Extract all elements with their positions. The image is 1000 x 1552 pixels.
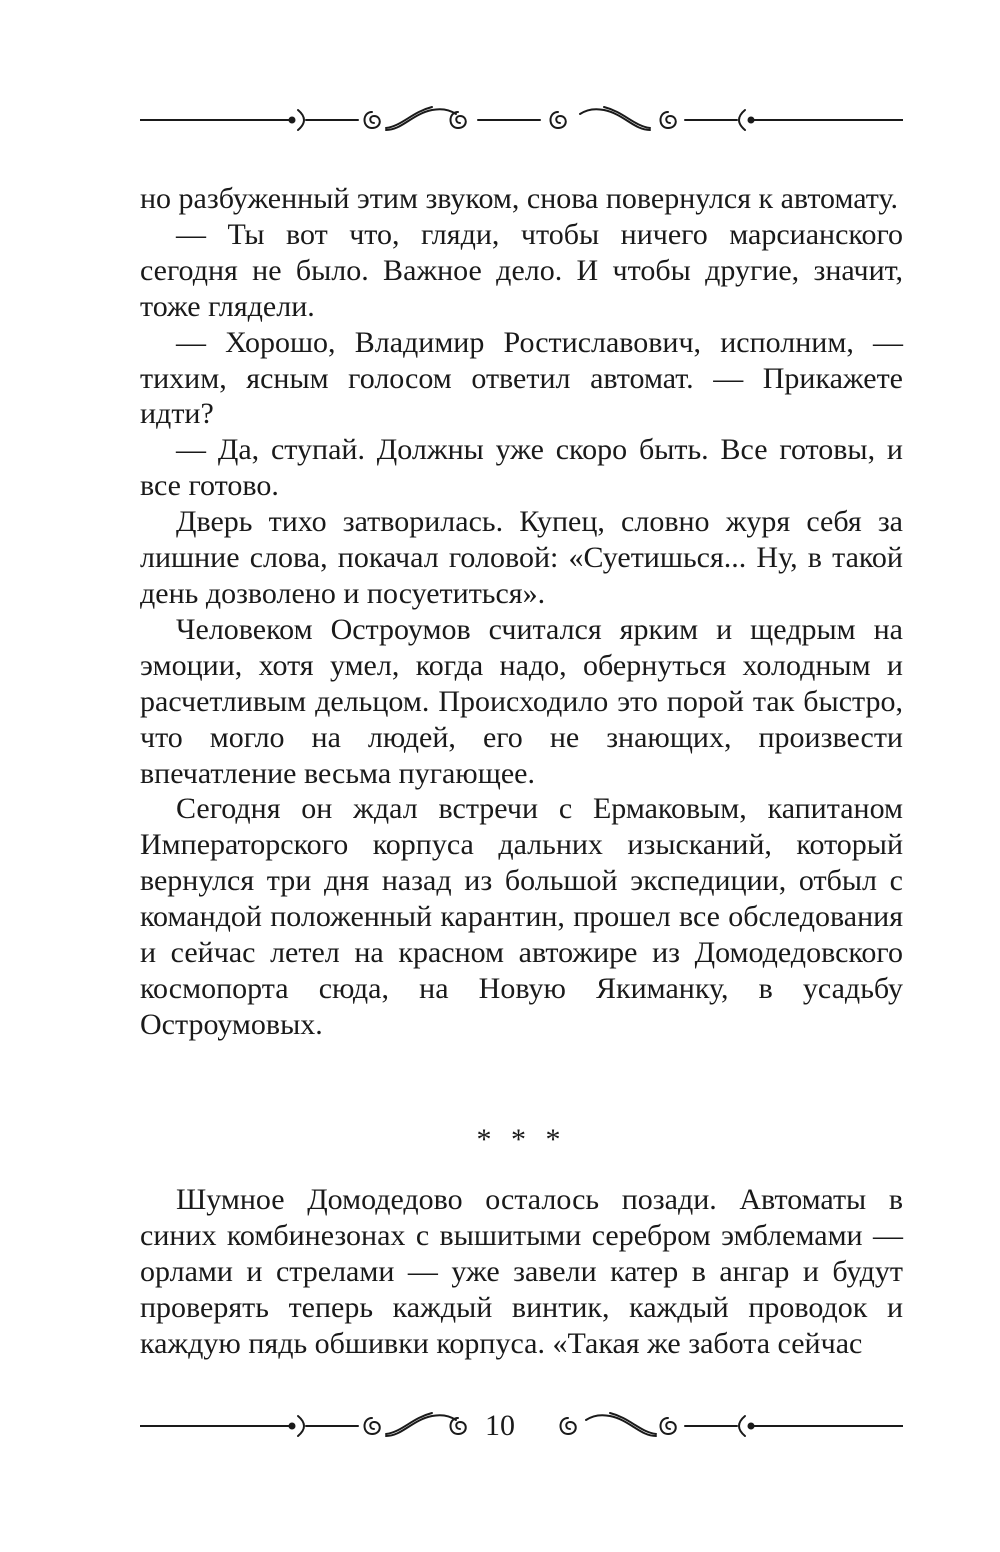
paragraph: Человеком Остроумов считался ярким и щедрым на эмоции, хотя умел, когда надо, обернуться холодным и расчетливым дельцом. Происходило это порой так быстро, что могло на людей, его не знающих, произвести впечатление весьма пугающее. [140,612,903,790]
paragraph: — Ты вот что, гляди, чтобы ничего марсианского сегодня не было. Важное дело. И чтобы другие, значит, тоже глядели. [140,217,903,323]
scene-separator: * * * [476,1123,567,1156]
second-text-section [140,1182,903,1362]
paragraph: — Да, ступай. Должны уже скоро быть. Все готовы, и все готово. [140,433,903,503]
main-text-section [140,181,903,1043]
top-ornament-graphic [140,100,903,140]
paragraph: но разбуженный этим звуком, снова повернулся к автомату. [140,182,899,215]
page-number: 10 [485,1409,515,1442]
paragraph: Шумное Домодедово осталось позади. Автоматы в синих комбинезонах с вышитыми серебром эмблемами — орлами и стрелами — уже завели катер в ангар и будут проверять теперь каждый винтик, каждый проводок и каждую пядь обшивки корпуса. «Такая же забота сейчас [140,1183,903,1360]
paragraph: Сегодня он ждал встречи с Ермаковым, капитаном Императорского корпуса дальних изысканий, который вернулся три дня назад из большой экспедиции, отбыл с командой положенный карантин, прошел все обследования и сейчас летел на красном автожире из Домодедовского космопорта сюда, на Новую Якиманку, в усадьбу Остроумовых. [140,792,903,1041]
paragraph: — Хорошо, Владимир Ростиславович, исполним, — тихим, ясным голосом ответил автомат. — Прикажете идти? [140,325,903,431]
paragraph: Дверь тихо затворилась. Купец, словно журя себя за лишние слова, покачал головой: «Суетишься... Ну, в такой день дозволено и посуетиться». [140,505,903,610]
top-ornament [140,100,903,140]
